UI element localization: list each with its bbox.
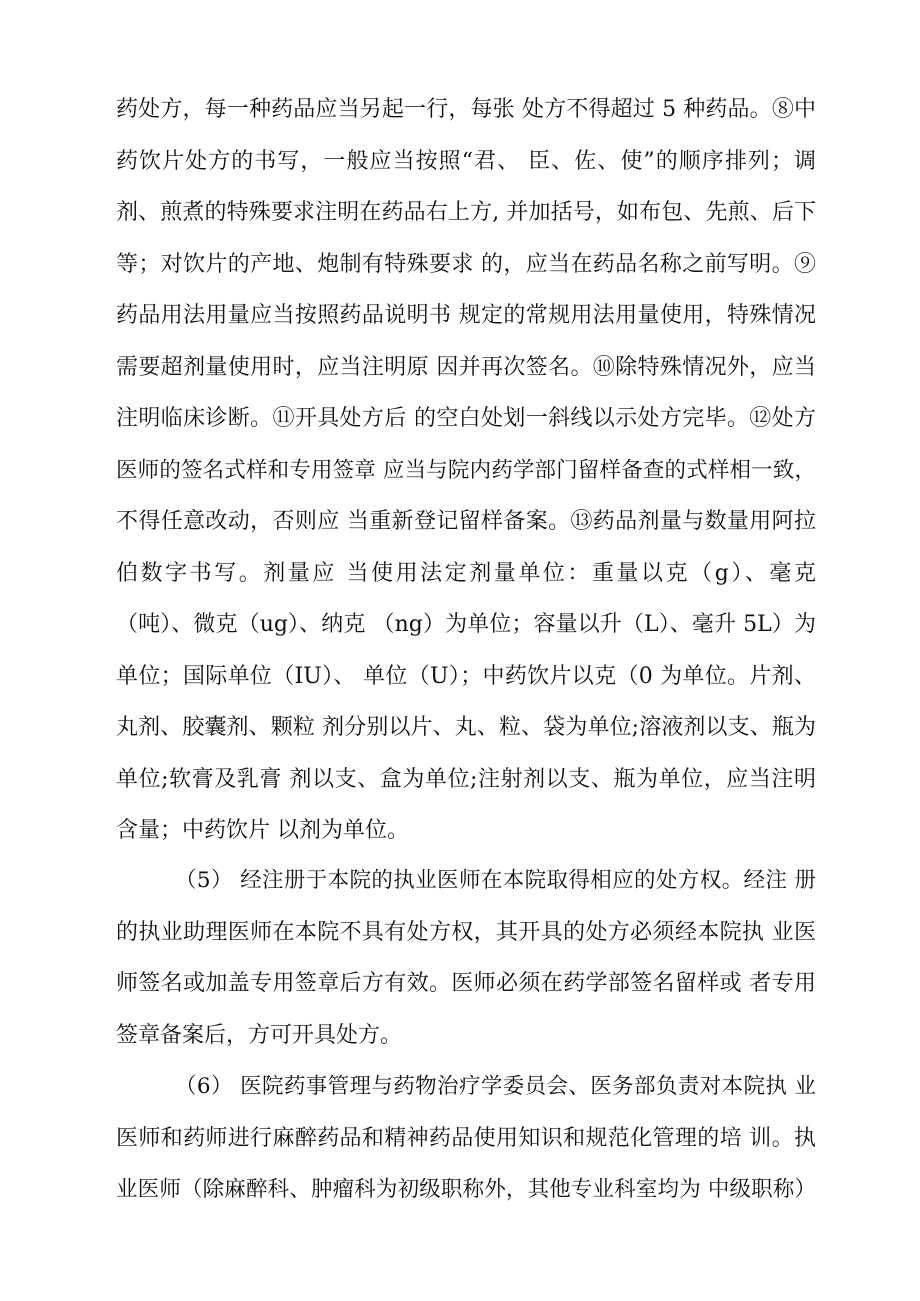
text-line: 的执业助理医师在本院不具有处方权，其开具的处方必须经本院执 业医 [116,919,816,945]
text-line: 含量；中药饮片 以剂为单位。 [116,818,409,843]
text-line: 师签名或加盖专用签章后方有效。医师必须在药学部签名留样或 者专用 [116,971,816,996]
text-line: 丸剂、胶囊剂、颗粒 剂分别以片、丸、粒、袋为单位;溶液剂以支、瓶为 [116,715,816,740]
paragraph-item-6 [116,1061,816,1216]
paragraph-prescription-rules [116,84,816,857]
text-line: 等；对饮片的产地、炮制有特殊要求 的，应当在药品名称之前写明。⑨ [116,251,816,277]
text-line: 药品用法用量应当按照药品说明书 规定的常规用法用量使用，特殊情况 [116,303,816,328]
text-line: 单位;软膏及乳膏 剂以支、盒为单位;注射剂以支、瓶为单位，应当注明 [116,766,816,792]
text-line: 业医师（除麻醉科、肿瘤科为初级职称外，其他专业科室均为 中级职称） [116,1177,816,1202]
paragraph-item-5 [116,855,816,1061]
text-line: 单位；国际单位（IU）、 单位（U）；中药饮片以克（0 为单位。片剂、 [116,663,816,689]
text-line: 医师的签名式样和专用签章 应当与院内药学部门留样备查的式样相一致， [116,457,816,483]
text-line: 不得任意改动，否则应 当重新登记留样备案。⑬药品剂量与数量用阿拉 [116,509,816,534]
text-line: 签章备案后，方可开具处方。 [116,1022,403,1048]
text-line: 注明临床诊断。⑪开具处方后 的空白处划一斜线以示处方完毕。⑫处方 [116,406,816,431]
text-line: 药处方，每一种药品应当另起一行，每张 处方不得超过 5 种药品。⑧中 [116,97,816,122]
text-line: 医师和药师进行麻醉药品和精神药品使用知识和规范化管理的培 训。执 [116,1125,816,1151]
text-line: （5） 经注册于本院的执业医师在本院取得相应的处方权。经注 册 [175,868,816,893]
text-line: （吨）、微克（ug）、纳克 （ng）为单位；容量以升（L）、毫升 5L）为 [116,612,816,637]
text-line: 需要超剂量使用时，应当注明原 因并再次签名。⑩除特殊情况外，应当 [116,354,816,380]
text-line: 药饮片处方的书写，一般应当按照“君、 臣、佐、使”的顺序排列；调 [116,148,816,174]
text-line: 剂、煎煮的特殊要求注明在药品右上方, 并加括号，如布包、先煎、后下 [116,200,816,225]
text-line: （6） 医院药事管理与药物治疗学委员会、医务部负责对本院执 业 [175,1074,816,1099]
text-line: 伯数字书写。剂量应 当使用法定剂量单位：重量以克（g）、毫克 [116,560,816,586]
